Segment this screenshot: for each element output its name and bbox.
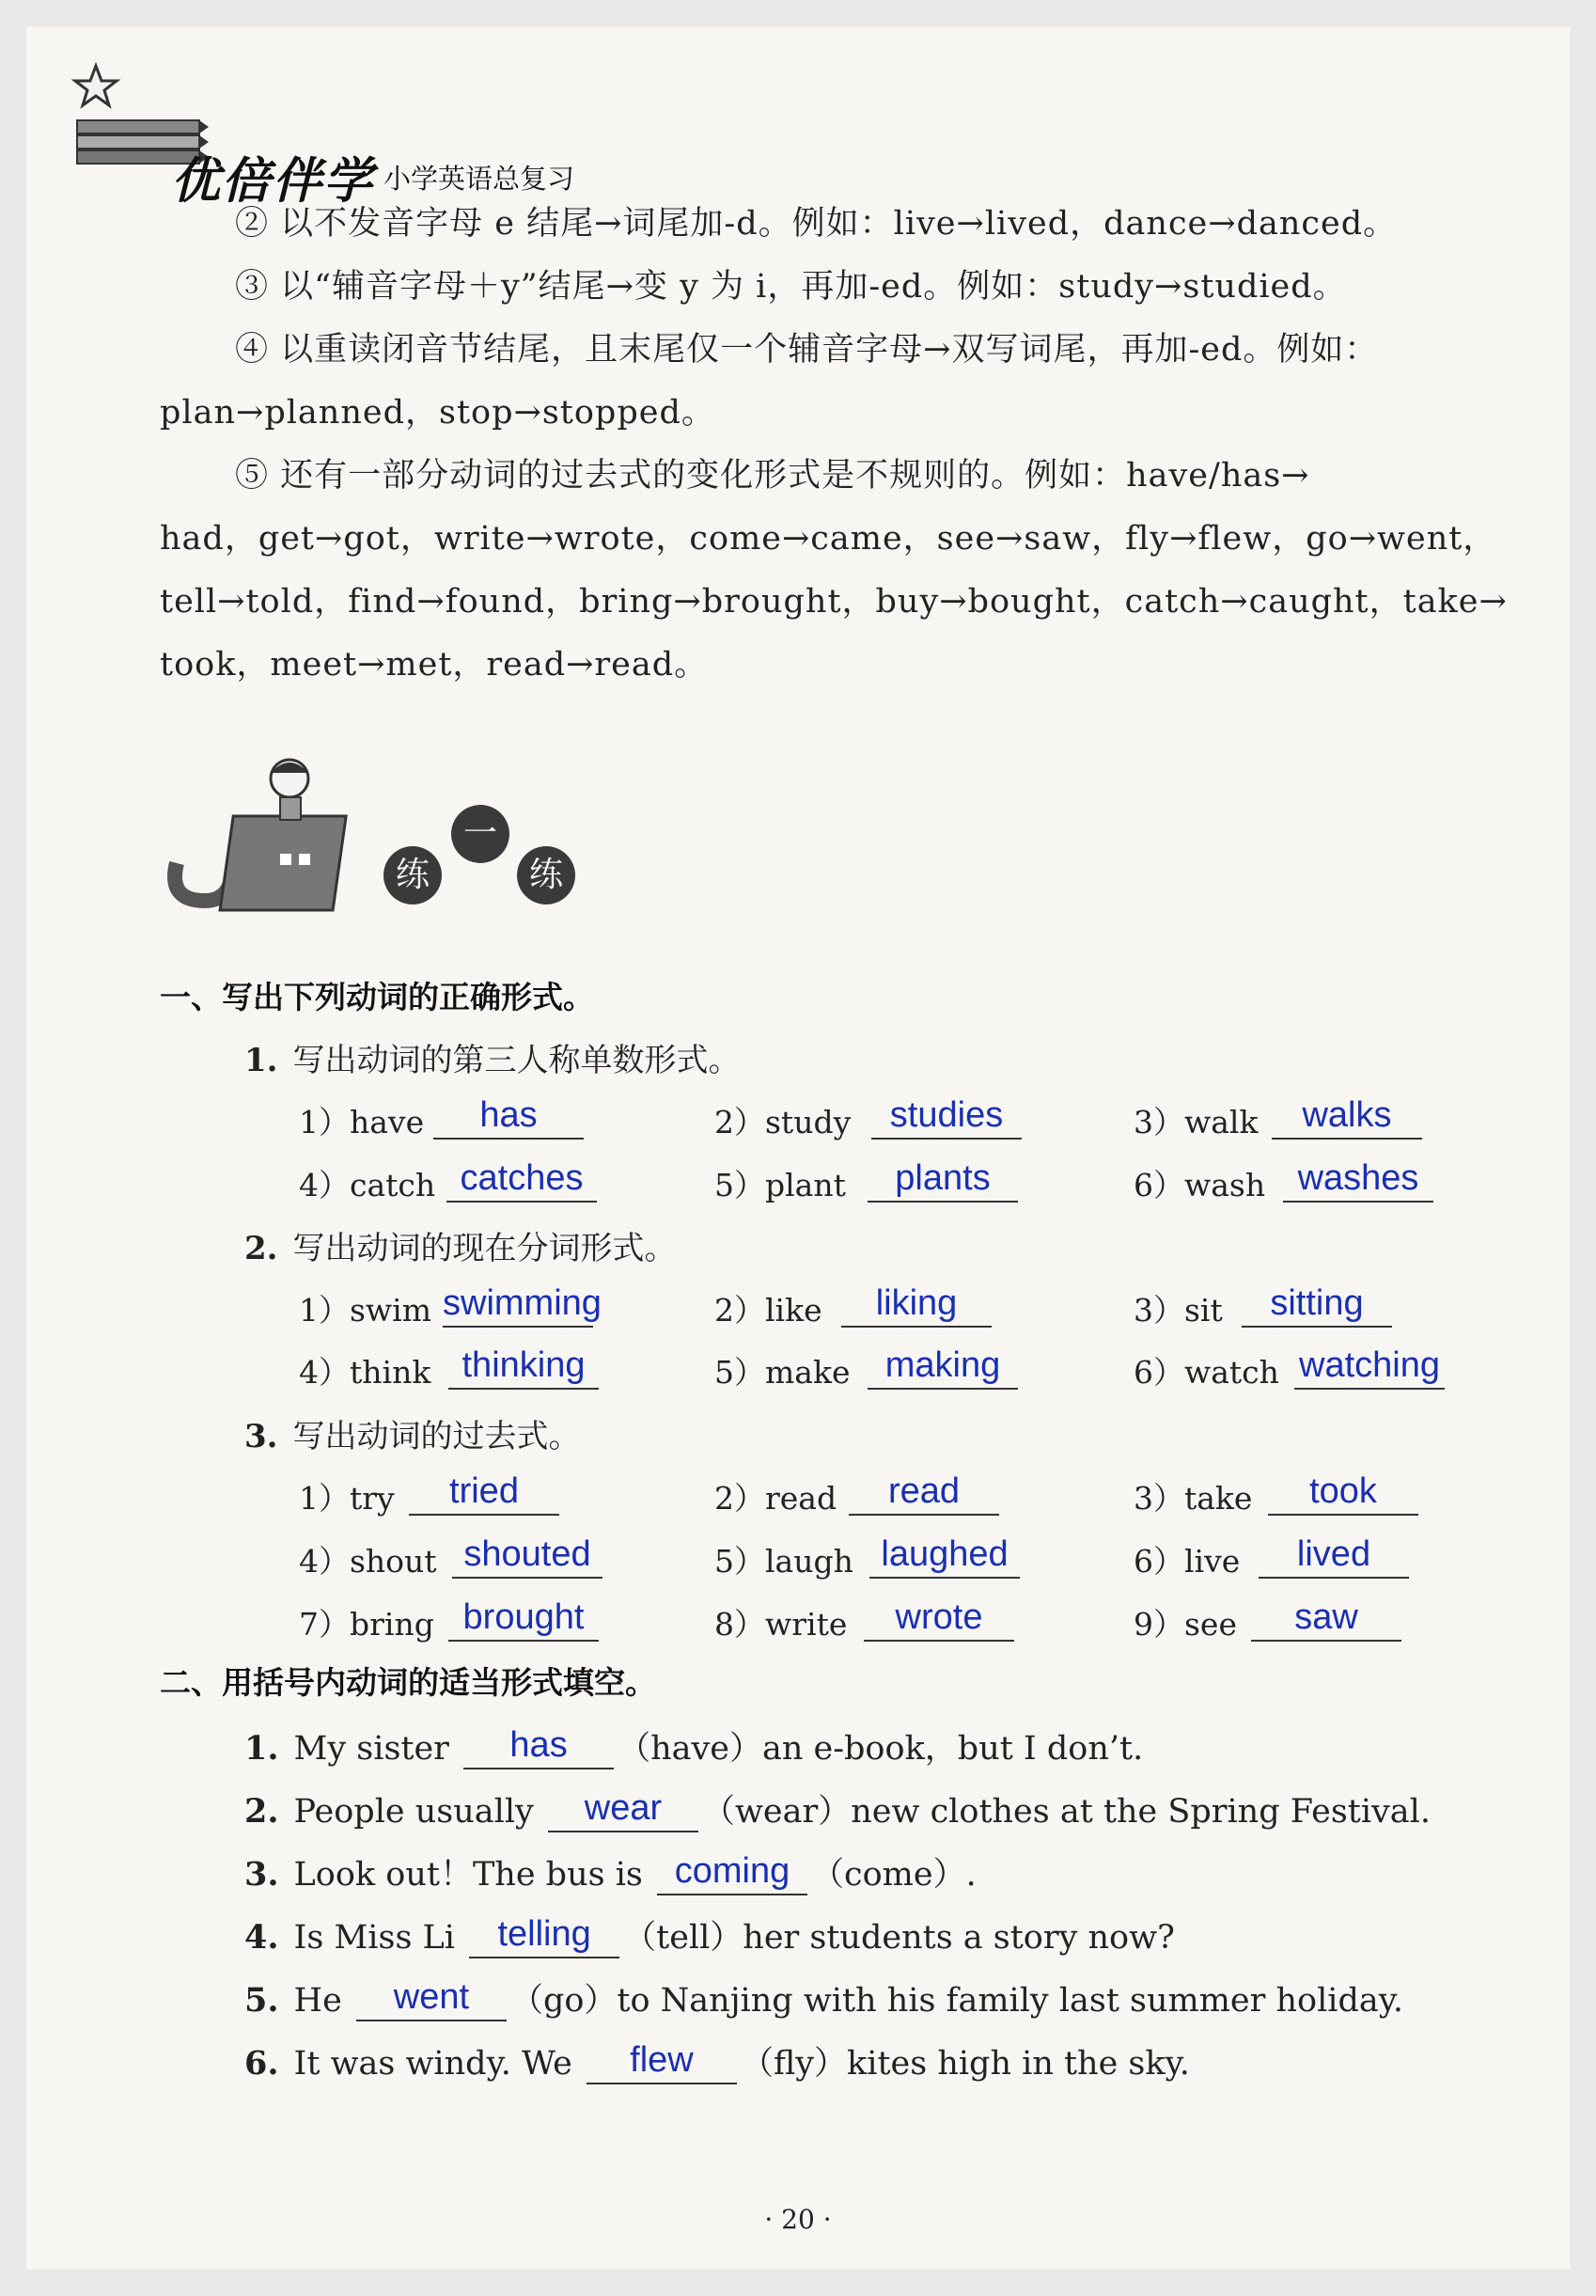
sentence-6 (244, 2037, 1190, 2084)
verb-label: 1）try (299, 1480, 395, 1517)
workbook-page (26, 26, 1570, 2270)
answer-text: wear (584, 1788, 663, 1828)
answer-text: telling (497, 1914, 591, 1954)
group-1-title (244, 1034, 741, 1080)
sentence-5 (244, 1974, 1403, 2021)
answer-text: has (509, 1725, 568, 1765)
answer-blank[interactable] (1242, 1282, 1392, 1328)
sentence-number: 4. (244, 1918, 279, 1957)
answer-blank[interactable] (657, 1850, 807, 1895)
group-number: 3. (244, 1418, 278, 1455)
answer-blank[interactable] (1259, 1533, 1409, 1579)
sentence-number: 3. (244, 1855, 279, 1894)
answer-blank[interactable] (469, 1913, 619, 1958)
badge-lian-1: 练 (383, 846, 442, 904)
answer-text: sitting (1270, 1283, 1364, 1323)
rule-line: ③ 以“辅音字母＋y”结尾→变 y 为 i，再加-ed。例如：study→studied。 (235, 268, 1347, 306)
answer-text: swimming (443, 1283, 602, 1323)
sentence-before: People usually (293, 1793, 534, 1831)
answer-blank[interactable] (864, 1596, 1014, 1642)
answer-blank[interactable] (452, 1533, 602, 1579)
sentence-number: 2. (244, 1792, 279, 1831)
sentence-2 (244, 1785, 1431, 1832)
answer-text: read (887, 1471, 961, 1511)
answer-blank[interactable] (868, 1157, 1018, 1203)
sentence-after: （have）an e-book，but I don’t. (618, 1730, 1144, 1768)
verb-label: 5）laugh (714, 1543, 853, 1580)
verb-label: 7）bring (299, 1606, 434, 1643)
page-number: · 20 · (764, 2204, 832, 2235)
answer-text: has (479, 1095, 538, 1135)
answer-blank[interactable] (548, 1787, 698, 1832)
sentence-after: （wear）new clothes at the Spring Festival. (701, 1793, 1431, 1831)
answer-blank[interactable] (587, 2039, 737, 2084)
answer-text: laughed (881, 1534, 1009, 1574)
section-1-title: 一、写出下列动词的正确形式。 (160, 979, 594, 1015)
group-number: 2. (244, 1230, 278, 1267)
kid-on-book-icon (158, 750, 383, 920)
group-title-text: 写出动词的过去式。 (292, 1418, 581, 1455)
answer-blank[interactable] (433, 1094, 584, 1140)
section-2-title: 二、用括号内动词的适当形式填空。 (160, 1664, 656, 1701)
verb-label: 2）read (714, 1480, 837, 1517)
answer-text: watching (1299, 1345, 1440, 1385)
answer-blank[interactable] (849, 1470, 999, 1516)
answer-blank[interactable] (871, 1094, 1022, 1140)
answer-text: flew (630, 2040, 694, 2080)
rule-line: had，get→got，write→wrote，come→came，see→saw，fly→flew，go→went， (160, 520, 1497, 558)
sentence-1 (244, 1722, 1143, 1769)
group-title-text: 写出动词的现在分词形式。 (292, 1230, 677, 1267)
sentence-after: （come）. (811, 1856, 977, 1894)
answer-text: thinking (462, 1345, 586, 1385)
group-number: 1. (244, 1042, 278, 1079)
header (68, 55, 594, 210)
sentence-before: My sister (293, 1730, 449, 1768)
verb-label: 3）walk (1134, 1104, 1259, 1140)
badge-lian-2: 练 (517, 846, 575, 904)
verb-label: 3）take (1134, 1480, 1253, 1517)
answer-text: making (884, 1345, 1001, 1385)
sentence-3 (244, 1848, 977, 1895)
answer-blank[interactable] (1283, 1157, 1433, 1203)
answer-blank[interactable] (463, 1724, 614, 1769)
answer-text: coming (674, 1851, 790, 1891)
verb-label: 4）think (299, 1354, 431, 1391)
verb-label: 5）make (714, 1354, 851, 1391)
sentence-number: 6. (244, 2044, 279, 2083)
verb-label: 1）have (299, 1104, 425, 1140)
answer-blank[interactable] (409, 1470, 559, 1516)
answer-blank[interactable] (868, 1345, 1018, 1390)
sentence-before: It was windy. We (293, 2045, 572, 2083)
verb-label: 3）sit (1134, 1292, 1223, 1329)
answer-text: plants (895, 1158, 991, 1198)
rule-line: took，meet→met，read→read。 (160, 646, 709, 684)
answer-blank[interactable] (1272, 1094, 1422, 1140)
verb-label: 8）write (714, 1606, 848, 1643)
header-title: 优倍伴学 (171, 153, 375, 210)
answer-text: lived (1296, 1534, 1371, 1574)
answer-blank[interactable] (1268, 1470, 1418, 1516)
group-3-title (244, 1410, 581, 1456)
answer-blank[interactable] (356, 1976, 507, 2021)
rule-line: plan→planned，stop→stopped。 (160, 394, 715, 432)
sentence-number: 5. (244, 1981, 279, 2020)
sentence-after: （fly）kites high in the sky. (740, 2045, 1190, 2083)
practice-banner (158, 750, 571, 920)
answer-blank[interactable] (1251, 1596, 1401, 1642)
verb-label: 5）plant (714, 1167, 846, 1203)
sentence-after: （tell）her students a story now? (623, 1919, 1175, 1957)
answer-text: brought (462, 1597, 585, 1637)
verb-label: 1）swim (299, 1292, 432, 1329)
verb-label: 9）see (1134, 1606, 1237, 1643)
sentence-after: （go）to Nanjing with his family last summer holiday. (509, 1982, 1404, 2020)
answer-text: studies (889, 1095, 1004, 1135)
verb-label: 6）wash (1134, 1167, 1266, 1203)
sentence-before: Look out！The bus is (293, 1856, 643, 1894)
sentence-4 (244, 1911, 1175, 1958)
rule-line: ② 以不发音字母 e 结尾→词尾加-d。例如：live→lived，dance→danced。 (235, 205, 1398, 243)
verb-label: 4）shout (299, 1543, 437, 1580)
answer-text: wrote (895, 1597, 983, 1637)
answer-blank[interactable] (1294, 1345, 1445, 1390)
answer-text: shouted (463, 1534, 591, 1574)
rule-line: ④ 以重读闭音节结尾，且末尾仅一个辅音字母→双写词尾，再加-ed。例如： (235, 331, 1379, 369)
answer-blank[interactable] (446, 1157, 597, 1203)
rule-line: tell→told，find→found，bring→brought，buy→bought，catch→caught，take→ (160, 583, 1508, 621)
answer-blank[interactable] (448, 1596, 599, 1642)
verb-label: 6）watch (1134, 1354, 1279, 1391)
sentence-before: Is Miss Li (293, 1919, 455, 1957)
answer-blank[interactable] (869, 1533, 1020, 1579)
answer-blank[interactable] (841, 1282, 992, 1328)
verb-label: 4）catch (299, 1167, 436, 1203)
answer-text: catches (460, 1158, 584, 1198)
badge-yi: 一 (451, 805, 509, 863)
verb-label: 2）like (714, 1292, 822, 1329)
header-subtitle: 小学英语总复习 (383, 163, 575, 195)
sentence-before: He (293, 1982, 342, 2020)
rule-line: ⑤ 还有一部分动词的过去式的变化形式是不规则的。例如：have/has→ (235, 457, 1310, 495)
group-title-text: 写出动词的第三人称单数形式。 (292, 1042, 741, 1079)
answer-blank[interactable] (443, 1282, 602, 1328)
answer-blank[interactable] (448, 1345, 599, 1390)
verb-label: 6）live (1134, 1543, 1241, 1580)
answer-text: went (393, 1977, 470, 2017)
answer-text: washes (1297, 1158, 1419, 1198)
answer-text: saw (1294, 1597, 1358, 1637)
verb-label: 2）study (714, 1104, 852, 1140)
answer-text: tried (449, 1471, 519, 1511)
sentence-number: 1. (244, 1729, 279, 1768)
answer-text: liking (875, 1283, 958, 1323)
answer-text: took (1309, 1471, 1377, 1511)
answer-text: walks (1302, 1095, 1392, 1135)
group-2-title (244, 1222, 677, 1268)
